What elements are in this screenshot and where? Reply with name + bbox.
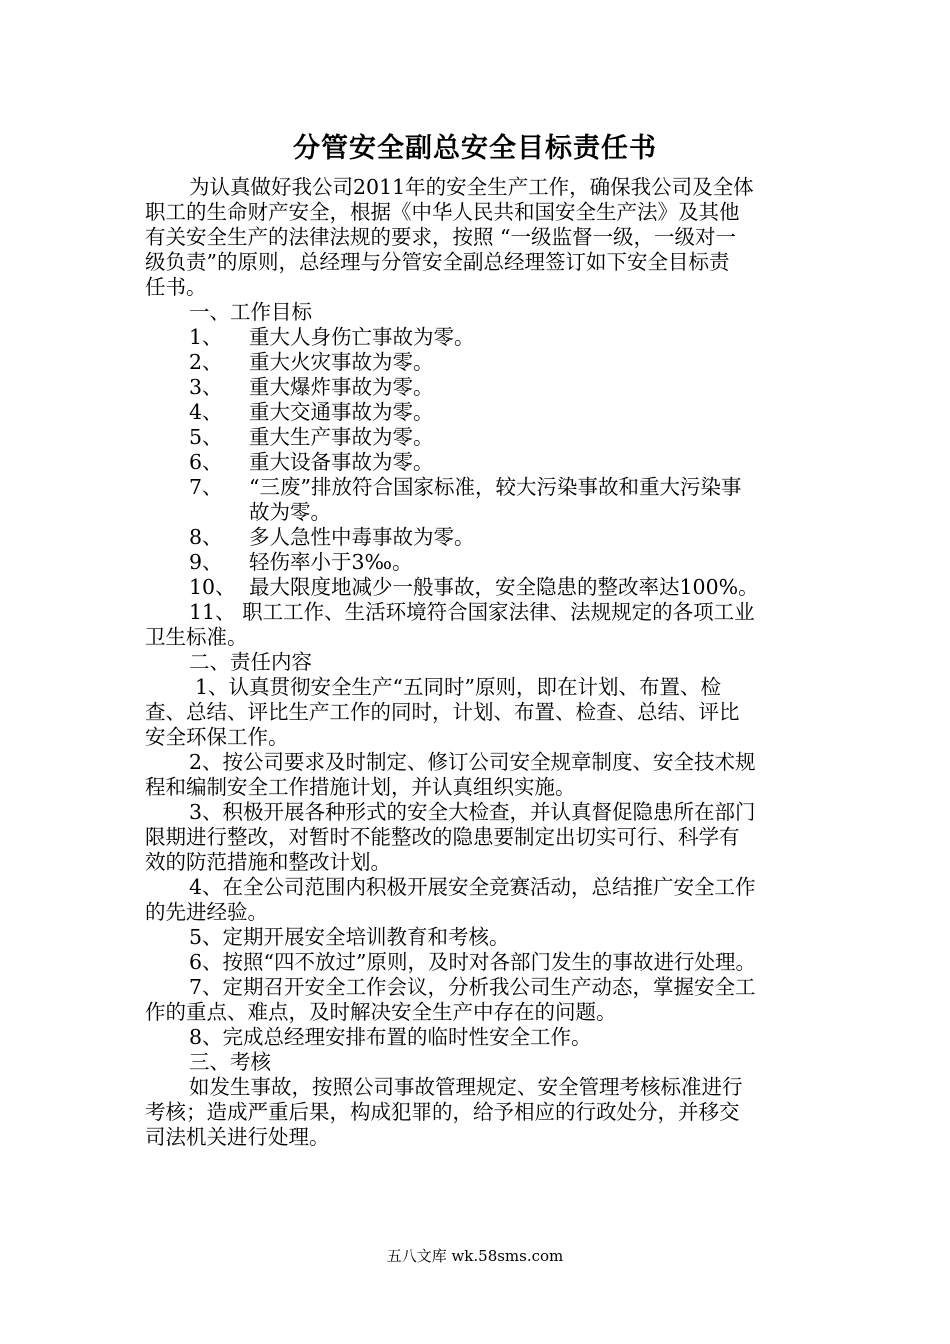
- document-title: 分管安全副总安全目标责任书: [293, 133, 657, 164]
- duty-line: 查、总结、评比生产工作的同时，计划、布置、检查、总结、评比: [145, 700, 740, 724]
- section-heading-assessment: 三、考核: [189, 1050, 271, 1074]
- duty-line: 作的重点、难点，及时解决安全生产中存在的问题。: [145, 1000, 617, 1024]
- duty-line: 效的防范措施和整改计划。: [145, 850, 391, 874]
- duty-line: 1、认真贯彻安全生产“五同时”原则，即在计划、布置、检: [195, 675, 722, 699]
- list-item-text-continued: 故为零。: [249, 500, 331, 524]
- assessment-paragraph: [145, 1075, 820, 1150]
- list-item-number: 8、: [189, 525, 223, 549]
- duty-line: 程和编制安全工作措施计划，并认真组织实施。: [145, 775, 576, 799]
- list-item-text: “三废”排放符合国家标准，较大污染事故和重大污染事: [249, 475, 742, 499]
- duty-line: 5、定期开展安全培训教育和考核。: [189, 925, 510, 949]
- list-item: [145, 550, 820, 575]
- duty-line: 8、完成总经理安排布置的临时性安全工作。: [189, 1025, 592, 1049]
- intro-line: 为认真做好我公司2011年的安全生产工作，确保我公司及全体: [189, 175, 754, 199]
- list-item-number: 5、: [189, 425, 223, 449]
- section-heading-duties: 二、责任内容: [189, 650, 312, 674]
- duty-line: 4、在全公司范围内积极开展安全竞赛活动，总结推广安全工作: [189, 875, 756, 899]
- list-item-text: 多人急性中毒事故为零。: [249, 525, 475, 549]
- duty-line: 的先进经验。: [145, 900, 268, 924]
- intro-line: 职工的生命财产安全，根据《中华人民共和国安全生产法》及其他: [145, 200, 740, 224]
- list-item-text: 重大交通事故为零。: [249, 400, 434, 424]
- duties-list: [145, 675, 820, 1050]
- list-item-number: 1、: [189, 325, 223, 349]
- intro-paragraph: [145, 175, 820, 300]
- list-item: [145, 375, 820, 400]
- assessment-line: 如发生事故，按照公司事故管理规定、安全管理考核标准进行: [189, 1075, 743, 1099]
- list-item: [145, 350, 820, 375]
- duty-line: 限期进行整改，对暂时不能整改的隐患要制定出切实可行、科学有: [145, 825, 740, 849]
- list-item: [145, 525, 820, 550]
- list-item-text: 重大设备事故为零。: [249, 450, 434, 474]
- list-item-number: 7、: [189, 475, 223, 499]
- list-item-number: 10、: [189, 575, 236, 599]
- list-item-number: 9、: [189, 550, 223, 574]
- goals-list: [145, 325, 820, 650]
- duty-line: 7、定期召开安全工作会议，分析我公司生产动态，掌握安全工: [189, 975, 756, 999]
- document-body: [145, 175, 820, 1150]
- assessment-line: 司法机关进行处理。: [145, 1125, 330, 1149]
- assessment-line: 考核；造成严重后果，构成犯罪的，给予相应的行政处分，并移交: [145, 1100, 740, 1124]
- list-item: [145, 475, 820, 525]
- list-item-number: 3、: [189, 375, 223, 399]
- intro-line: 有关安全生产的法律法规的要求，按照 “一级监督一级，一级对一: [145, 225, 736, 249]
- list-item: [145, 425, 820, 450]
- duty-line: 安全环保工作。: [145, 725, 289, 749]
- list-item: [145, 325, 820, 350]
- list-item-text: 重大火灾事故为零。: [249, 350, 434, 374]
- list-item: [145, 450, 820, 475]
- list-item-number: 4、: [189, 400, 223, 424]
- list-item-text: 重大爆炸事故为零。: [249, 375, 434, 399]
- list-item-number: 2、: [189, 350, 223, 374]
- duty-line: 3、积极开展各种形式的安全大检查，并认真督促隐患所在部门: [189, 800, 756, 824]
- list-item-continued: 卫生标准。: [145, 625, 248, 649]
- list-item-text: 重大生产事故为零。: [249, 425, 434, 449]
- list-item-text: 重大人身伤亡事故为零。: [249, 325, 475, 349]
- intro-line: 级负责”的原则，总经理与分管安全副总经理签订如下安全目标责: [145, 250, 730, 274]
- duty-line: 6、按照“四不放过”原则，及时对各部门发生的事故进行处理。: [189, 950, 757, 974]
- list-item: [145, 400, 820, 425]
- intro-line: 任书。: [145, 275, 207, 299]
- list-item-text: 轻伤率小于3‰。: [249, 550, 413, 574]
- list-item-text: 最大限度地减少一般事故，安全隐患的整改率达100%。: [249, 575, 759, 599]
- duty-line: 2、按公司要求及时制定、修订公司安全规章制度、安全技术规: [189, 750, 756, 774]
- list-item: [145, 575, 820, 600]
- list-item: 11、 职工工作、生活环境符合国家法律、法规规定的各项工业: [189, 600, 755, 624]
- footer-watermark-text: 五八文库 wk.58sms.com: [386, 1247, 564, 1265]
- section-heading-goals: 一、工作目标: [189, 300, 312, 324]
- list-item-number: 6、: [189, 450, 223, 474]
